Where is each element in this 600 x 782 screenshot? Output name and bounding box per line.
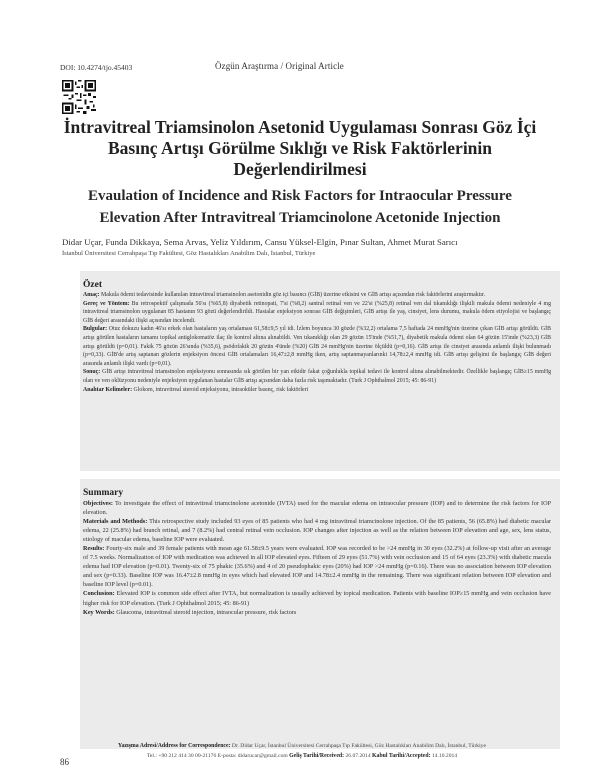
ozet-heading: Özet [83, 280, 102, 290]
ozet-bulgular: Bulgular: Otuz dokuzu kadın 46'sı erkek olan hastaların yaş ortalaması 61,58±9,5 yıl idi. İzlem boyunca 30 gözde (%32,2) ortalama 7,5 haftada 24 mmHg'nin üzerine çıkan GİB artışı görüldü. GİB artışı görülen hastaların tamamı topikal antiglokomatöz ilaç ile kontrol altına alınabildi. Ven tıkanıklığı olan 29 gözün 15'inde (%51,7), diyabetik makula ödemi olan 64 gözün 15'inde (%23,3) GİB artışı görüldü (p=0,01). Fakik 75 gözün 26'sında (%35,6), psödofakik 20 gözün 4'ünde (%20) GİB 24 mmHg'nin üzerine ölçüldü (p=0,16). GİB artışı ile cinsiyet arasında anlamlı ilişki bulunmadı (p=0,33). GİB'de artış saptanan gözlerin enjeksiyon öncesi GİB ortalamaları 16,47±2,8 mmHg iken, artış saptanmayanlarınki 14,78±2,4 mmHg idi. GİB artışı gelişimi ile başlangıç GİB değeri arasında anlamlı ilişki vardı (p=0,01). [83, 326, 551, 367]
summary-keywords: Key Words: Glaucoma, intravitreal steroid injection, intraocular pressure, risk factors [83, 608, 297, 616]
ozet-gerec: Gereç ve Yöntem: Bu retrospektif çalışmada 56'sı (%65,8) diyabetik retinopati, 7'si (%8,2) santral retinal ven ve 22'si (%25,8) retinal ven dal tıkanıklığı ilişkili makula ödemi nedeniyle 4 mg intravitreal triamsinolon uygulanan 85 hastanın 93 gözü değerlendirildi. Hastalar enjeksiyon sonrası GİB değişimleri, GİB artışı ile yaş, cinsiyet, lens durumu, makula ödem etiyolojisi ve başlangıç GİB değeri arasındaki ilişki açısından incelendi. [83, 300, 551, 324]
summary-conclusion: Conclusion: Elevated IOP is common side effect after IVTA, but normalization is usually achieved by topical medication. Patients with baseline IOP≥15 mmHg and vein occlusion have higher risk for IOP elevation. (Turk J Ophthalmol 2015; 45: 86-91) [83, 590, 551, 607]
ozet-amac: Amaç: Makula ödemi tedavisinde kullanılan intravitreal triamsinolon asetonidin göz içi basıncı (GİB) üzerine etkisini ve GİB artışı açısından risk faktörlerini araştırmaktır. [83, 292, 485, 298]
summary-methods: Materials and Methods: This retrospective study included 93 eyes of 85 patients who had 4 mg intravitreal triamcinolone injection. Of the 85 patients, 56 (65.8%) had diabetic macular edema, 22 (25.8%) had branch retinal, and 7 (8.2%) had central retinal vein occlusion. IOP changes after injection as well as the relation between IOP elevation and age, sex, lens status, etiology of macular edema, baseline IOP were evaluated. [83, 518, 551, 544]
affiliation: İstanbul Üniversitesi Cerrahpaşa Tıp Fakültesi, Göz Hastalıkları Anabilim Dalı, İstanbul, Türkiye [62, 250, 316, 257]
article-type: Özgün Araştırma / Original Article [215, 61, 344, 71]
doi: DOI: 10.4274/tjo.45403 [60, 63, 133, 72]
title-turkish: İntravitreal Triamsinolon Asetonid Uygulaması Sonrası Göz İçi Basınç Artışı Görülme Sıklığı ve Risk Faktörlerinin Değerlendirilmesi [63, 117, 537, 179]
summary-objectives: Objectives: To investigate the effect of intravitreal triamcinolone acetonide (IVTA) used for the macular edema on intraocular pressure (IOP) and to determine the risk factors for IOP elevation. [83, 500, 552, 517]
author-list: Didar Uçar, Funda Dikkaya, Sema Arvas, Yeliz Yıldırım, Cansu Yüksel-Elgin, Pınar Sultan, Ahmet Murat Sarıcı [62, 237, 458, 247]
correspondence: Yazışma Adresi/Address for Correspondence: Dr. Didar Uçar, İstanbul Üniversitesi Cerrahpaşa Tıp Fakültesi, Göz Hastalıkları Anabilim Dalı, İstanbul, Türkiye Tel.: +90 212 414 30 00-21176 E-posta: didarucar@gmail.com Geliş Tarihi/Received: 26.07.2014 Kabul Tarihi/Accepted: 14.10.2014 [118, 743, 486, 759]
title-english: Evaulation of Incidence and Risk Factors for Intraocular Pressure Elevation After Intravitreal Triamcinolone Acetonide Injection [88, 188, 512, 226]
summary-results: Results: Fourty-six male and 39 female patients with mean age 61.58±9.5 years were evaluated. IOP was recorded to be >24 mmHg in 30 eyes (32.2%) at follow-up visit after an average of 7.5 weeks. Normalization of IOP with medication was achieved in all IOP elevated eyes. Fifteen of 29 eyes (51.7%) with vein occlusion and 15 of 64 eyes (23.3%) with diabetic macula edema had IOP elevation (p=0.01). Twenty-six of 75 phakic (35.6%) and 4 of 20 pseudophakic eyes (20%) had IOP >24 mmHg (p=0.16). There was no association between IOP elevation and sex (p=0.33). Baseline IOP was 16.47±2.8 mmHg in eyes which had elevated IOP and 14.78±2.4 mmHg in the remaining. There was significant relation between IOP elevation and baseline IOP level (p=0.01). [83, 545, 551, 589]
page-number: 86 [60, 757, 69, 767]
ozet-keywords: Anahtar Kelimeler: Glokom, intravitreal steroid enjeksiyonu, intraoküler basınç, risk faktörleri [83, 386, 309, 393]
qr-code-icon [62, 80, 96, 114]
abstract-english [80, 479, 560, 749]
summary-heading: Summary [83, 488, 124, 498]
abstract-turkish [80, 271, 560, 471]
ozet-sonuc: Sonuç: GİB artışı intravitreal triamsinolon enjeksiyonu sonrasında sık görülen bir yan etkidir fakat çoğunlukla topikal tedavi ile kontrol altına alınabilmektedir. Özellikle başlangıç GİB≥15 mmHg olan ve ven oklüzyonu nedeniyle enjeksiyon uygulanan hastalar GİB artışı açısından daha fazla risk taşımaktadır. (Turk J Ophthalmol 2015; 45: 86-91) [83, 369, 551, 384]
